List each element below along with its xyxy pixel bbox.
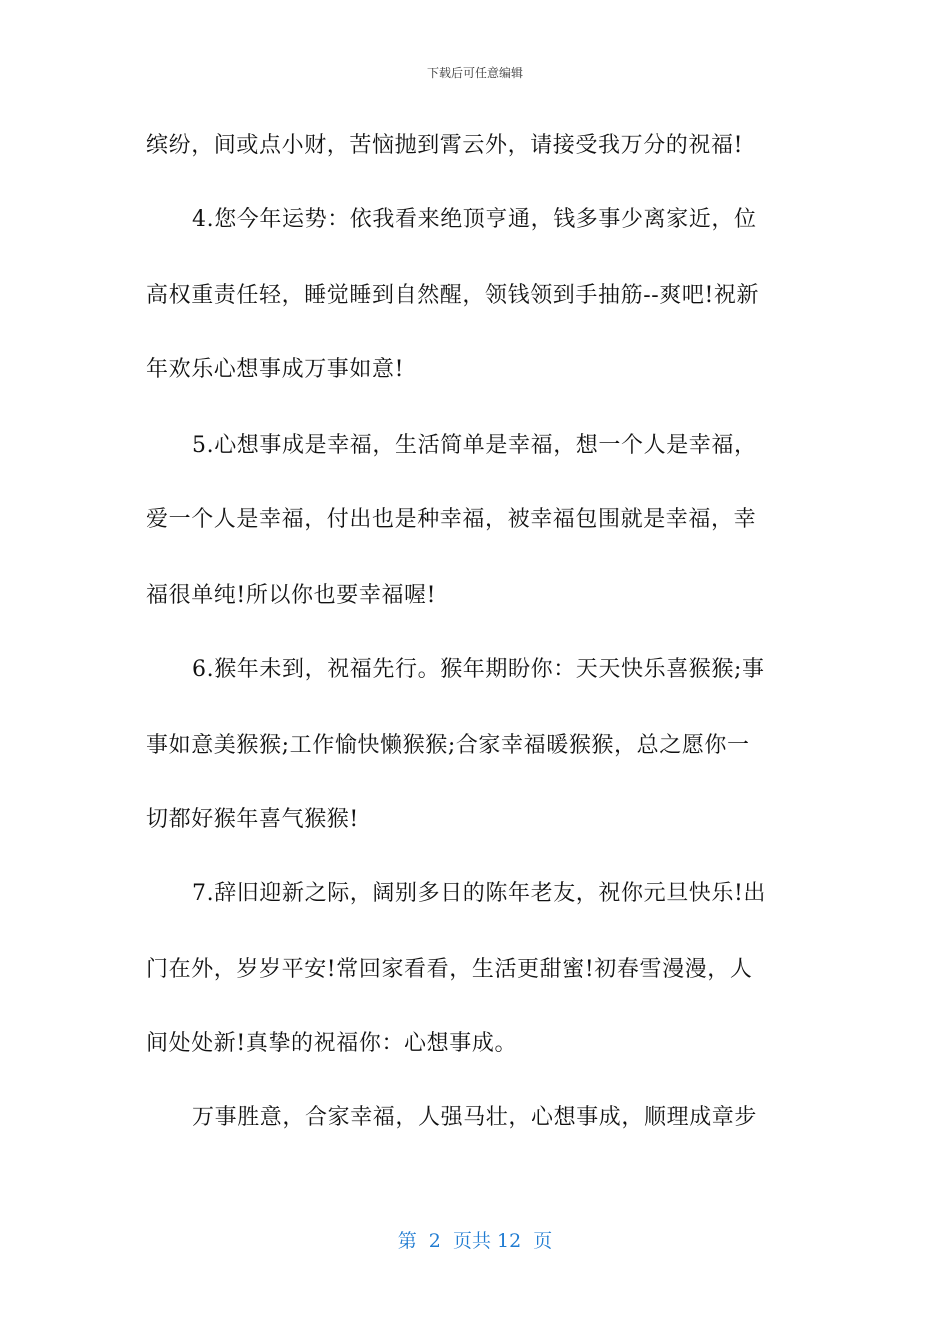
text-line: 事如意美猴猴;工作愉快懒猴猴;合家幸福暖猴猴，总之愿你一	[146, 733, 750, 758]
text-line: 间处处新!真挚的祝福你：心想事成。	[146, 1031, 518, 1056]
text-line: 爱一个人是幸福，付出也是种幸福，被幸福包围就是幸福，幸	[146, 507, 757, 532]
text-line: 缤纷，间或点小财，苦恼抛到霄云外，请接受我万分的祝福!	[146, 133, 744, 158]
page-header: 下载后可任意编辑	[426, 66, 523, 80]
text-line: 门在外，岁岁平安!常回家看看，生活更甜蜜!初春雪漫漫，人	[146, 957, 753, 982]
text-line: 万事胜意，合家幸福，人强马壮，心想事成，顺理成章步	[192, 1105, 758, 1130]
text-line: 5.心想事成是幸福，生活简单是幸福，想一个人是幸福，	[192, 433, 757, 458]
text-line: 4.您今年运势：依我看来绝顶亨通，钱多事少离家近，位	[192, 207, 757, 232]
text-line: 切都好猴年喜气猴猴!	[146, 807, 359, 832]
text-line: 年欢乐心想事成万事如意!	[146, 357, 405, 382]
text-line: 7.辞旧迎新之际，阔别多日的陈年老友，祝你元旦快乐!出	[192, 881, 767, 906]
text-line: 高权重责任轻，睡觉睡到自然醒，领钱领到手抽筋--爽吧!祝新	[146, 283, 760, 308]
page-footer: 第 2 页共 12 页	[397, 1230, 553, 1252]
text-line: 6.猴年未到，祝福先行。猴年期盼你：天天快乐喜猴猴;事	[192, 657, 765, 682]
text-line: 福很单纯!所以你也要幸福喔!	[146, 583, 437, 608]
